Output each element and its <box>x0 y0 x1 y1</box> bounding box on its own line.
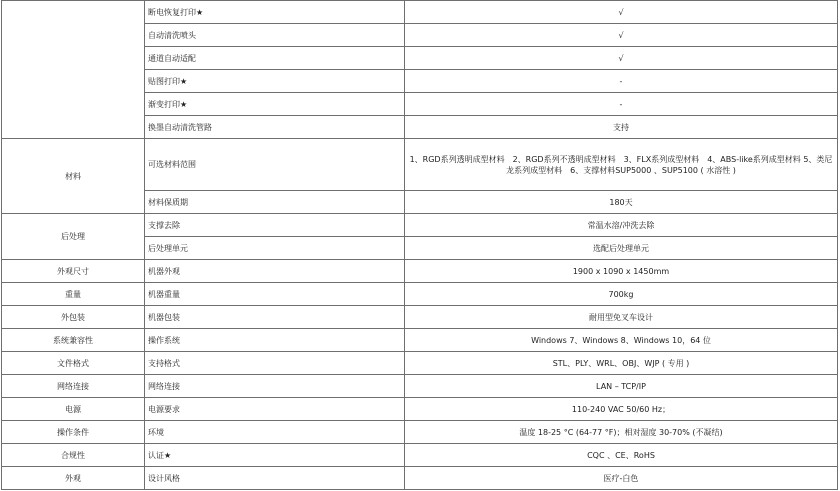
category-cell: 材料 <box>2 139 145 214</box>
value-cell: 医疗-白色 <box>405 467 838 490</box>
item-cell: 可选材料范围 <box>145 139 405 191</box>
value-cell: STL、PLY、WRL、OBJ、WJP ( 专用 ) <box>405 352 838 375</box>
item-cell: 网络连接 <box>145 375 405 398</box>
value-cell: CQC 、CE、RoHS <box>405 444 838 467</box>
item-cell: 环境 <box>145 421 405 444</box>
value-cell: 常温水溶/冲洗去除 <box>405 214 838 237</box>
value-cell: 温度 18-25 °C (64-77 °F)；相对湿度 30-70% (不凝结) <box>405 421 838 444</box>
item-cell: 机器包装 <box>145 306 405 329</box>
value-cell: √ <box>405 47 838 70</box>
value-cell: 1900 x 1090 x 1450mm <box>405 260 838 283</box>
table-row <box>2 260 838 283</box>
item-cell: 渐变打印★ <box>145 93 405 116</box>
item-cell: 自动清洗喷头 <box>145 24 405 47</box>
table-row <box>2 139 838 191</box>
category-cell: 外包装 <box>2 306 145 329</box>
value-cell: 110-240 VAC 50/60 Hz； <box>405 398 838 421</box>
table-row <box>2 375 838 398</box>
item-cell: 支持格式 <box>145 352 405 375</box>
category-cell: 系统兼容性 <box>2 329 145 352</box>
category-cell: 网络连接 <box>2 375 145 398</box>
item-cell: 支撑去除 <box>145 214 405 237</box>
value-cell: √ <box>405 1 838 24</box>
category-cell: 电源 <box>2 398 145 421</box>
spec-table <box>1 0 838 490</box>
category-cell: 操作条件 <box>2 421 145 444</box>
table-row <box>2 398 838 421</box>
category-cell: 重量 <box>2 283 145 306</box>
table-row <box>2 352 838 375</box>
value-cell: 支持 <box>405 116 838 139</box>
category-cell: 外观尺寸 <box>2 260 145 283</box>
item-cell: 换墨自动清洗管路 <box>145 116 405 139</box>
item-cell: 后处理单元 <box>145 237 405 260</box>
table-row <box>2 421 838 444</box>
item-cell: 材料保质期 <box>145 191 405 214</box>
value-cell: 700kg <box>405 283 838 306</box>
table-row <box>2 329 838 352</box>
value-cell: 选配后处理单元 <box>405 237 838 260</box>
item-cell: 认证★ <box>145 444 405 467</box>
item-cell: 断电恢复打印★ <box>145 1 405 24</box>
item-cell: 通道自动适配 <box>145 47 405 70</box>
category-cell: 合规性 <box>2 444 145 467</box>
table-row <box>2 306 838 329</box>
table-row <box>2 1 838 24</box>
item-cell: 贴图打印★ <box>145 70 405 93</box>
value-cell: - <box>405 70 838 93</box>
item-cell: 设计风格 <box>145 467 405 490</box>
category-cell: 外观 <box>2 467 145 490</box>
item-cell: 操作系统 <box>145 329 405 352</box>
value-cell: Windows 7、Windows 8、Windows 10，64 位 <box>405 329 838 352</box>
table-row <box>2 444 838 467</box>
category-cell-empty <box>2 1 145 139</box>
table-row <box>2 214 838 237</box>
table-row <box>2 467 838 490</box>
value-cell: 1、RGD系列透明成型材料 2、RGD系列不透明成型材料 3、FLX系列成型材料 4、ABS-like系列成型材料 5、类尼龙系列成型材料 6、支撑材料SUP5000 、SUP5100 ( 水溶性 ) <box>405 139 838 191</box>
value-cell: - <box>405 93 838 116</box>
category-cell: 后处理 <box>2 214 145 260</box>
item-cell: 电源要求 <box>145 398 405 421</box>
value-cell: 180天 <box>405 191 838 214</box>
value-cell: LAN – TCP/IP <box>405 375 838 398</box>
value-cell: 耐用型免叉车设计 <box>405 306 838 329</box>
category-cell: 文件格式 <box>2 352 145 375</box>
item-cell: 机器外观 <box>145 260 405 283</box>
value-cell: √ <box>405 24 838 47</box>
item-cell: 机器重量 <box>145 283 405 306</box>
table-row <box>2 283 838 306</box>
